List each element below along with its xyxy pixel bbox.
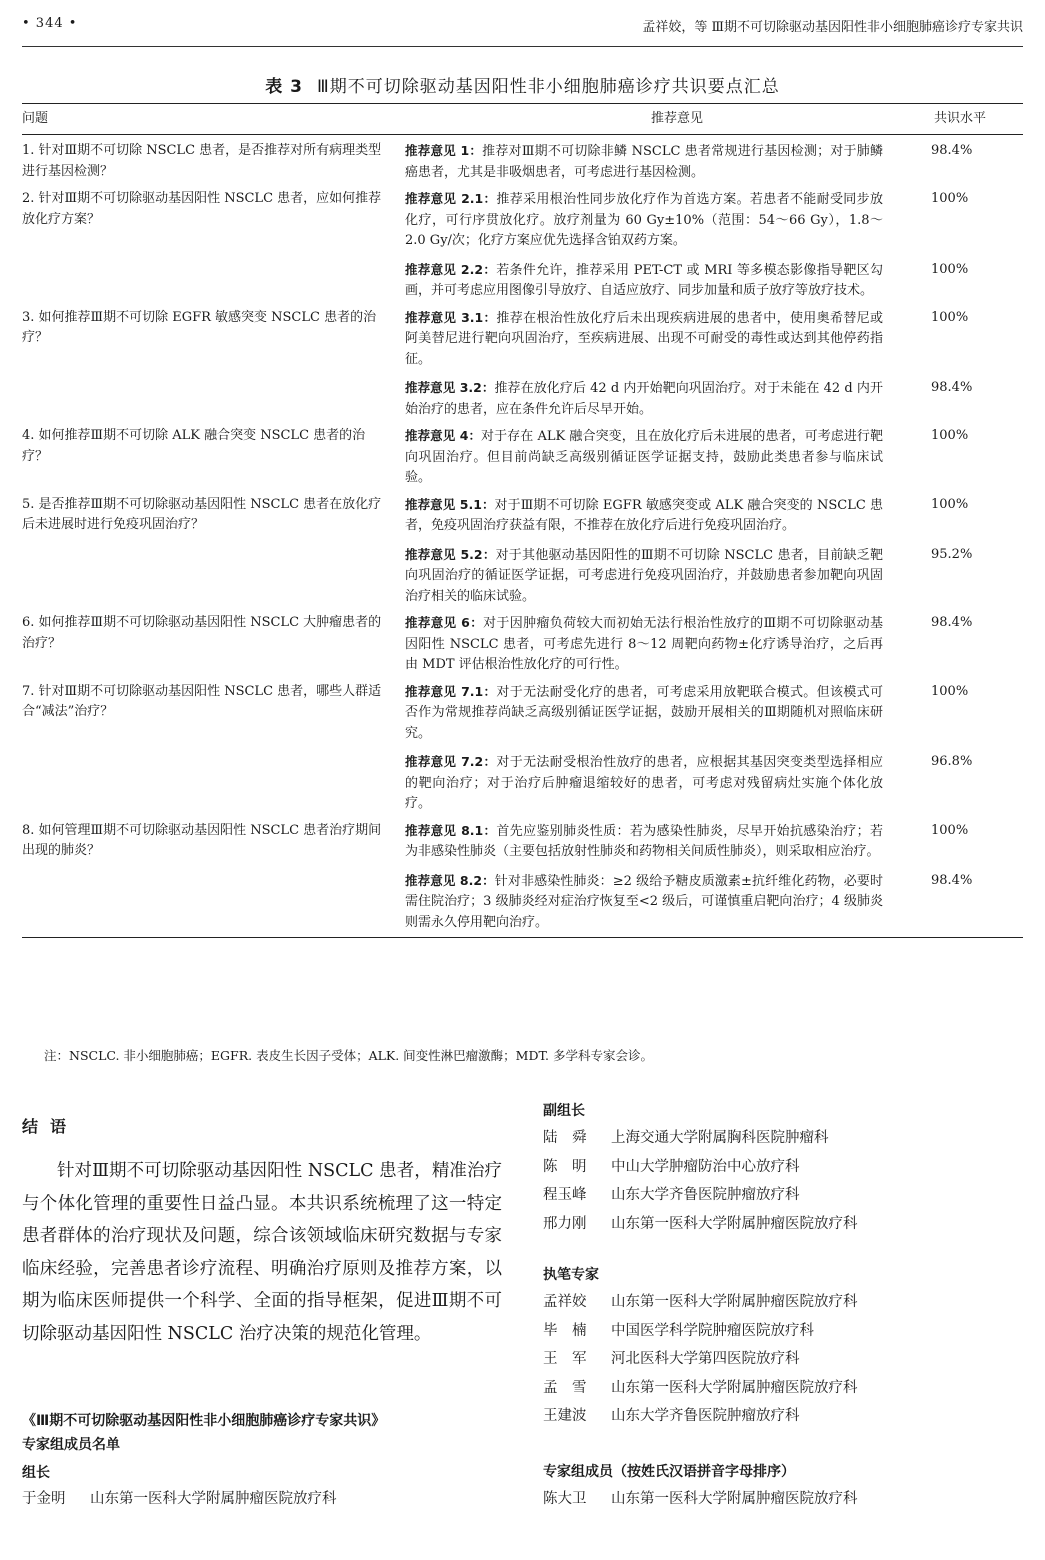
recommendation-text: 针对非感染性肺炎：≥2 级给予糖皮质激素±抗纤维化药物，必要时需住院治疗；3 级肺炎经对症治疗恢复至<2 级后，可谨慎重启靶向治疗；4 级肺炎则需永久停用靶向治疗。: [405, 873, 883, 930]
conclusion-text: 针对Ⅲ期不可切除驱动基因阳性 NSCLC 患者，精准治疗与个体化管理的重要性日益凸显。本共识系统梳理了这一特定患者群体的治疗现状及问题，综合该领域临床研究数据与专家临床经验，完善患者诊疗流程、明确治疗原则及推荐方案，以期为临床医师提供一个科学、全面的指导框架，促进Ⅲ期不可切除驱动基因阳性 NSCLC 治疗决策的规范化管理。: [22, 1161, 502, 1344]
recommendation-cell: [397, 302, 897, 371]
table-row: [22, 607, 1023, 676]
recommendation-text: 若条件允许，推荐采用 PET-CT 或 MRI 等多模态影像指导靶区勾画，并可考虑应用图像引导放疗、自适应放疗、同步加量和质子放疗等放疗技术。: [405, 262, 883, 298]
member-entry: [543, 1345, 1023, 1374]
member-entry: [543, 1210, 1023, 1239]
deputy-list: [543, 1124, 1023, 1238]
member-entry: [543, 1317, 1023, 1346]
roster-left: [22, 1409, 522, 1514]
table-row: [22, 135, 1023, 184]
column-header-recommendation: 推荐意见: [397, 104, 897, 135]
conclusion-heading: 结语: [22, 1117, 79, 1136]
recommendation-label: 推荐意见 7.2：: [405, 754, 497, 769]
member-affiliation: 中山大学肿瘤防治中心放疗科: [611, 1158, 800, 1175]
table-row: [22, 370, 1023, 420]
member-name: 孟祥姣: [543, 1294, 587, 1310]
members-role: 专家组成员（按姓氏汉语拼音字母排序）: [543, 1463, 795, 1480]
recommendation-text: 对于因肿瘤负荷较大而初始无法行根治性放疗的Ⅲ期不可切除驱动基因阳性 NSCLC 患者，可考虑先进行 8～12 周靶向药物±化疗诱导治疗，之后再由 MDT 评估根治性放化疗的可行性。: [405, 616, 883, 672]
question-cell: 4. 如何推荐Ⅲ期不可切除 ALK 融合突变 NSCLC 患者的治疗？: [22, 428, 366, 464]
consensus-level-cell: 98.4%: [931, 380, 973, 395]
recommendation-label: 推荐意见 5.2：: [405, 546, 496, 562]
recommendation-cell: [397, 744, 897, 815]
question-cell: [22, 537, 397, 608]
question-cell: [22, 744, 397, 815]
member-entry: [543, 1181, 1023, 1210]
table-row: [22, 815, 1023, 863]
table-row: [22, 252, 1023, 302]
leader-role: 组长: [22, 1465, 50, 1481]
member-affiliation: 山东大学齐鲁医院肿瘤放疗科: [611, 1408, 800, 1424]
recommendation-cell: [397, 370, 897, 420]
recommendation-label: 推荐意见 7.1：: [405, 683, 497, 699]
recommendation-cell: [397, 607, 897, 676]
recommendation-cell: [397, 252, 897, 302]
recommendation-label: 推荐意见 5.1：: [405, 496, 495, 512]
recommendation-text: 对于无法耐受根治性放疗的患者，应根据其基因突变类型选择相应的靶向治疗；对于治疗后肿瘤退缩较好的患者，可考虑对残留病灶实施个体化放疗。: [405, 755, 883, 811]
consensus-level-cell: 100%: [931, 428, 969, 443]
member-affiliation: 山东第一医科大学附属肿瘤医院放疗科: [611, 1490, 858, 1507]
writer-list: [543, 1288, 1023, 1431]
table-title: Ⅲ期不可切除驱动基因阳性非小细胞肺癌诊疗共识要点汇总: [317, 77, 780, 97]
member-affiliation: 山东第一医科大学附属肿瘤医院放疗科: [611, 1294, 858, 1310]
table-row: [22, 537, 1023, 608]
member-name: 程玉峰: [543, 1187, 587, 1203]
question-cell: [22, 252, 397, 302]
table-row: [22, 302, 1023, 371]
member-affiliation: 中国医学科学院肿瘤医院放疗科: [611, 1322, 814, 1339]
member-name: 王 军: [543, 1351, 587, 1367]
recommendation-cell: [397, 489, 897, 537]
member-name: 陆 舜: [543, 1130, 587, 1146]
question-cell: 1. 针对Ⅲ期不可切除 NSCLC 患者，是否推荐对所有病理类型进行基因检测？: [22, 143, 382, 179]
member-name: 于金明: [22, 1491, 66, 1507]
table-caption: [0, 72, 1045, 97]
running-title: 孟祥姣，等 Ⅲ期不可切除驱动基因阳性非小细胞肺癌诊疗专家共识: [642, 20, 1023, 35]
recommendation-text: 推荐在放化疗后 42 d 内开始靶向巩固治疗。对于未能在 42 d 内开始治疗的患者，应在条件允许后尽早开始。: [405, 381, 883, 417]
table-note: 注：NSCLC. 非小细胞肺癌；EGFR. 表皮生长因子受体；ALK. 间变性淋巴瘤激酶；MDT. 多学科专家会诊。: [44, 1048, 653, 1063]
recommendation-label: 推荐意见 4：: [405, 428, 482, 443]
column-header-question: 问题: [22, 104, 397, 135]
member-affiliation: 上海交通大学附属胸科医院肿瘤科: [611, 1130, 829, 1146]
recommendation-text: 对于存在 ALK 融合突变，且在放化疗后未进展的患者，可考虑进行靶向巩固治疗。但目前尚缺乏高级别循证医学证据支持，鼓励此类患者参与临床试验。: [405, 429, 883, 485]
recommendation-label: 推荐意见 3.1：: [405, 309, 497, 325]
consensus-level-cell: 100%: [931, 496, 969, 512]
recommendation-cell: [397, 135, 897, 184]
conclusion-section: [22, 1114, 502, 1350]
leader-list: [22, 1485, 522, 1514]
member-entry: [22, 1485, 522, 1514]
member-affiliation: 山东第一医科大学附属肿瘤医院放疗科: [611, 1215, 858, 1232]
recommendation-cell: [397, 676, 897, 745]
consensus-level-cell: 96.8%: [931, 754, 973, 769]
recommendation-cell: [397, 420, 897, 489]
member-entry: [543, 1124, 1023, 1153]
roster-right: [543, 1100, 1023, 1513]
consensus-level-cell: 100%: [931, 309, 969, 325]
recommendation-cell: [397, 183, 897, 252]
member-entry: [543, 1402, 1023, 1431]
table-label: 表 3: [265, 77, 303, 97]
recommendation-text: 推荐在根治性放化疗后未出现疾病进展的患者中，使用奥希替尼或阿美替尼进行靶向巩固治疗，至疾病进展、出现不可耐受的毒性或达到其他停药指征。: [405, 310, 883, 367]
table-row: [22, 676, 1023, 745]
page-number: • 344 •: [22, 16, 78, 31]
consensus-level-cell: 100%: [931, 683, 969, 699]
table-row: [22, 744, 1023, 815]
roster-title-line1: 《Ⅲ期不可切除驱动基因阳性非小细胞肺癌诊疗专家共识》: [22, 1413, 386, 1429]
member-name: 邢力刚: [543, 1215, 587, 1232]
recommendation-cell: [397, 863, 897, 938]
recommendation-text: 对于其他驱动基因阳性的Ⅲ期不可切除 NSCLC 患者，目前缺乏靶向巩固治疗的循证医学证据，可考虑进行免疫巩固治疗，并鼓励患者参加靶向巩固治疗相关的临床试验。: [405, 547, 884, 604]
roster-title-line2: 专家组成员名单: [22, 1437, 120, 1453]
recommendation-cell: [397, 815, 897, 863]
question-cell: 6. 如何推荐Ⅲ期不可切除驱动基因阳性 NSCLC 大肿瘤患者的治疗？: [22, 615, 382, 651]
recommendation-text: 推荐采用根治性同步放化疗作为首选方案。若患者不能耐受同步放化疗，可行序贯放化疗。放疗剂量为 60 Gy±10%（范围：54～66 Gy），1.8～2.0 Gy/次；化疗方案应优先选择含铂双药方案。: [405, 192, 883, 248]
member-entry: [543, 1288, 1023, 1317]
recommendation-text: 对于无法耐受化疗的患者，可考虑采用放靶联合模式。但该模式可否作为常规推荐尚缺乏高级别循证医学证据，鼓励开展相关的Ⅲ期随机对照临床研究。: [405, 684, 883, 741]
running-header: [22, 16, 1023, 47]
consensus-level-cell: 98.4%: [931, 143, 973, 158]
recommendation-cell: [397, 537, 897, 608]
member-name: 王建波: [543, 1408, 587, 1424]
recommendation-label: 推荐意见 3.2：: [405, 380, 495, 395]
table-header-row: [22, 104, 1023, 135]
writers-role: 执笔专家: [543, 1267, 599, 1283]
recommendation-label: 推荐意见 6：: [405, 615, 484, 630]
consensus-level-cell: 100%: [931, 822, 969, 838]
question-cell: 7. 针对Ⅲ期不可切除驱动基因阳性 NSCLC 患者，哪些人群适合“减法”治疗？: [22, 683, 382, 719]
member-affiliation: 山东第一医科大学附属肿瘤医院放疗科: [611, 1379, 858, 1396]
member-entry: [543, 1485, 1023, 1514]
consensus-level-cell: 100%: [931, 191, 969, 206]
consensus-level-cell: 98.4%: [897, 863, 1023, 938]
consensus-level-cell: 95.2%: [931, 546, 973, 562]
table-row: [22, 489, 1023, 537]
member-name: 陈 明: [543, 1158, 587, 1175]
question-cell: 5. 是否推荐Ⅲ期不可切除驱动基因阳性 NSCLC 患者在放化疗后未进展时进行免疫巩固治疗？: [22, 496, 382, 532]
question-cell: 3. 如何推荐Ⅲ期不可切除 EGFR 敏感突变 NSCLC 患者的治疗？: [22, 309, 377, 345]
consensus-level-cell: 98.4%: [931, 615, 973, 630]
recommendation-text: 推荐对Ⅲ期不可切除非鳞 NSCLC 患者常规进行基因检测；对于肺鳞癌患者，尤其是非吸烟患者，可考虑进行基因检测。: [405, 144, 883, 180]
recommendation-label: 推荐意见 1：: [405, 143, 483, 158]
question-cell: 8. 如何管理Ⅲ期不可切除驱动基因阳性 NSCLC 患者治疗期间出现的肺炎？: [22, 822, 382, 858]
recommendation-text: 首先应鉴别肺炎性质：若为感染性肺炎，尽早开始抗感染治疗；若为非感染性肺炎（主要包括放射性肺炎和药物相关间质性肺炎），则采取相应治疗。: [405, 823, 883, 859]
column-header-level: 共识水平: [897, 104, 1023, 135]
member-list: [543, 1485, 1023, 1514]
recommendation-label: 推荐意见 8.2：: [405, 872, 495, 888]
member-name: 孟 雪: [543, 1379, 587, 1396]
table-row: [22, 183, 1023, 252]
deputy-role: 副组长: [543, 1103, 585, 1119]
member-entry: [543, 1374, 1023, 1403]
member-entry: [543, 1153, 1023, 1182]
recommendation-text: 对于Ⅲ期不可切除 EGFR 敏感突变或 ALK 融合突变的 NSCLC 患者，免疫巩固治疗获益有限，不推荐在放化疗后进行免疫巩固治疗。: [405, 497, 883, 533]
consensus-table: [22, 103, 1023, 938]
consensus-level-cell: 100%: [931, 261, 969, 277]
question-cell: 2. 针对Ⅲ期不可切除驱动基因阳性 NSCLC 患者，应如何推荐放化疗方案？: [22, 191, 382, 227]
recommendation-label: 推荐意见 2.2：: [405, 261, 497, 277]
table-row: [22, 420, 1023, 489]
table-row: [22, 863, 1023, 938]
recommendation-label: 推荐意见 8.1：: [405, 822, 497, 838]
member-name: 毕 楠: [543, 1322, 587, 1339]
recommendation-label: 推荐意见 2.1：: [405, 191, 497, 206]
member-affiliation: 山东大学齐鲁医院肿瘤放疗科: [611, 1187, 800, 1203]
member-affiliation: 河北医科大学第四医院放疗科: [611, 1351, 800, 1367]
question-cell: [22, 863, 397, 938]
member-affiliation: 山东第一医科大学附属肿瘤医院放疗科: [90, 1491, 337, 1507]
member-name: 陈大卫: [543, 1490, 587, 1507]
question-cell: [22, 370, 397, 420]
